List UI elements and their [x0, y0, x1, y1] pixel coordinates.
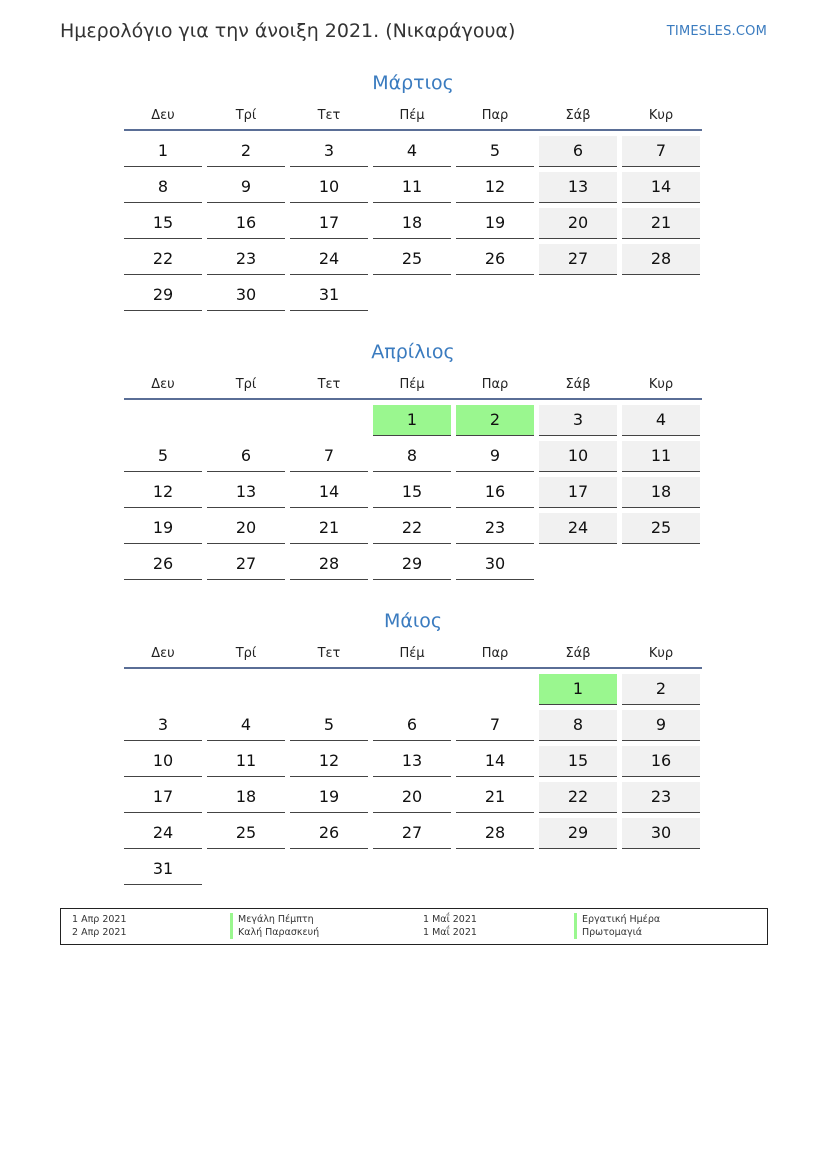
weekday-label: Παρ: [481, 646, 509, 661]
weekend-day-cell[interactable]: 25: [622, 513, 700, 544]
day-cell[interactable]: 2: [207, 136, 285, 167]
day-cell[interactable]: 25: [207, 818, 285, 849]
holiday-legend: [60, 908, 768, 945]
holiday-day-cell[interactable]: 1: [373, 405, 451, 436]
day-cell[interactable]: 17: [290, 208, 368, 239]
legend-holiday-name: Καλή Παρασκευή: [230, 926, 319, 939]
day-cell[interactable]: 23: [456, 513, 534, 544]
day-cell[interactable]: 27: [373, 818, 451, 849]
legend-date: 1 Μαΐ 2021: [423, 914, 477, 925]
day-cell[interactable]: 30: [207, 280, 285, 311]
page-title: Ημερολόγιο για την άνοιξη 2021. (Νικαράγουα): [60, 20, 516, 42]
day-cell[interactable]: 28: [290, 549, 368, 580]
day-cell[interactable]: 11: [373, 172, 451, 203]
day-cell[interactable]: 24: [124, 818, 202, 849]
day-cell[interactable]: 14: [290, 477, 368, 508]
legend-holiday-name: Εργατική Ημέρα: [574, 913, 660, 926]
day-cell[interactable]: 18: [207, 782, 285, 813]
month-name: Μάιος: [383, 610, 443, 632]
weekday-label: Πέμ: [399, 377, 425, 392]
day-cell[interactable]: 16: [207, 208, 285, 239]
day-cell[interactable]: 4: [373, 136, 451, 167]
day-cell[interactable]: 18: [373, 208, 451, 239]
day-cell[interactable]: 28: [456, 818, 534, 849]
weekday-label: Σάβ: [565, 108, 591, 123]
day-cell[interactable]: 6: [373, 710, 451, 741]
weekend-day-cell[interactable]: 3: [539, 405, 617, 436]
day-cell[interactable]: 8: [124, 172, 202, 203]
day-cell[interactable]: 11: [207, 746, 285, 777]
day-cell[interactable]: 26: [290, 818, 368, 849]
weekend-day-cell[interactable]: 29: [539, 818, 617, 849]
day-cell[interactable]: 22: [373, 513, 451, 544]
day-cell[interactable]: 13: [373, 746, 451, 777]
weekend-day-cell[interactable]: 2: [622, 674, 700, 705]
weekday-label: Σάβ: [565, 377, 591, 392]
day-cell[interactable]: 14: [456, 746, 534, 777]
day-cell[interactable]: 5: [124, 441, 202, 472]
day-cell[interactable]: 15: [124, 208, 202, 239]
holiday-day-cell[interactable]: 2: [456, 405, 534, 436]
month-block: [124, 608, 702, 890]
legend-holiday-name: Πρωτομαγιά: [574, 926, 642, 939]
weekday-label: Τετ: [317, 646, 341, 661]
empty-cell: [124, 674, 202, 710]
day-cell[interactable]: 26: [456, 244, 534, 275]
day-cell[interactable]: 12: [456, 172, 534, 203]
day-cell[interactable]: 22: [124, 244, 202, 275]
weekend-day-cell[interactable]: 23: [622, 782, 700, 813]
day-cell[interactable]: 19: [124, 513, 202, 544]
weekday-label: Κυρ: [648, 646, 674, 661]
weekday-label: Δευ: [151, 108, 175, 123]
weekday-header: [124, 644, 702, 669]
weekday-label: Πέμ: [399, 108, 425, 123]
day-cell[interactable]: 13: [207, 477, 285, 508]
day-cell[interactable]: 5: [456, 136, 534, 167]
empty-cell: [373, 674, 451, 710]
weekday-header: [124, 106, 702, 131]
weekend-day-cell[interactable]: 10: [539, 441, 617, 472]
day-cell[interactable]: 9: [207, 172, 285, 203]
day-cell[interactable]: 20: [207, 513, 285, 544]
day-cell[interactable]: 25: [373, 244, 451, 275]
weekend-day-cell[interactable]: 21: [622, 208, 700, 239]
weekend-day-cell[interactable]: 9: [622, 710, 700, 741]
day-cell[interactable]: 12: [124, 477, 202, 508]
weekend-day-cell[interactable]: 14: [622, 172, 700, 203]
day-cell[interactable]: 8: [373, 441, 451, 472]
legend-date: 1 Μαΐ 2021: [423, 927, 477, 938]
empty-cell: [456, 674, 534, 710]
day-cell[interactable]: 19: [456, 208, 534, 239]
day-cell[interactable]: 30: [456, 549, 534, 580]
day-cell[interactable]: 29: [373, 549, 451, 580]
empty-cell: [290, 405, 368, 441]
weekend-day-cell[interactable]: 20: [539, 208, 617, 239]
weekday-label: Τρί: [235, 646, 257, 661]
weekend-day-cell[interactable]: 13: [539, 172, 617, 203]
weekend-day-cell[interactable]: 8: [539, 710, 617, 741]
weekday-label: Πέμ: [399, 646, 425, 661]
weekday-label: Τρί: [235, 108, 257, 123]
weekday-label: Κυρ: [648, 377, 674, 392]
weekday-label: Κυρ: [648, 108, 674, 123]
month-name: Απρίλιος: [371, 341, 455, 363]
weekend-day-cell[interactable]: 7: [622, 136, 700, 167]
day-cell[interactable]: 29: [124, 280, 202, 311]
day-cell[interactable]: 10: [124, 746, 202, 777]
legend-date: 1 Απρ 2021: [72, 914, 127, 925]
day-cell[interactable]: 21: [456, 782, 534, 813]
day-cell[interactable]: 23: [207, 244, 285, 275]
day-cell[interactable]: 4: [207, 710, 285, 741]
day-cell[interactable]: 27: [207, 549, 285, 580]
day-cell[interactable]: 20: [373, 782, 451, 813]
day-cell[interactable]: 19: [290, 782, 368, 813]
empty-cell: [290, 674, 368, 710]
legend-row: [61, 913, 767, 926]
weekend-day-cell[interactable]: 11: [622, 441, 700, 472]
weekend-day-cell[interactable]: 16: [622, 746, 700, 777]
day-cell[interactable]: 3: [124, 710, 202, 741]
day-cell[interactable]: 6: [207, 441, 285, 472]
day-cell[interactable]: 17: [124, 782, 202, 813]
weekend-day-cell[interactable]: 28: [622, 244, 700, 275]
day-cell[interactable]: 7: [290, 441, 368, 472]
weekday-label: Παρ: [481, 377, 509, 392]
day-cell[interactable]: 16: [456, 477, 534, 508]
weekday-label: Παρ: [481, 108, 509, 123]
weekend-day-cell[interactable]: 22: [539, 782, 617, 813]
day-cell[interactable]: 15: [373, 477, 451, 508]
weekend-day-cell[interactable]: 17: [539, 477, 617, 508]
weekend-day-cell[interactable]: 30: [622, 818, 700, 849]
day-grid: [124, 136, 702, 316]
brand-logo[interactable]: TIMESLES.COM: [666, 24, 767, 39]
day-cell[interactable]: 31: [124, 854, 202, 885]
month-block: [124, 339, 702, 585]
empty-cell: [124, 405, 202, 441]
day-cell[interactable]: 31: [290, 280, 368, 311]
day-grid: [124, 405, 702, 585]
weekend-day-cell[interactable]: 18: [622, 477, 700, 508]
weekday-label: Δευ: [151, 377, 175, 392]
weekend-day-cell[interactable]: 27: [539, 244, 617, 275]
day-cell[interactable]: 5: [290, 710, 368, 741]
weekend-day-cell[interactable]: 4: [622, 405, 700, 436]
weekend-day-cell[interactable]: 24: [539, 513, 617, 544]
day-cell[interactable]: 24: [290, 244, 368, 275]
day-grid: [124, 674, 702, 890]
day-cell[interactable]: 21: [290, 513, 368, 544]
day-cell[interactable]: 7: [456, 710, 534, 741]
weekday-label: Τρί: [235, 377, 257, 392]
weekend-day-cell[interactable]: 6: [539, 136, 617, 167]
month-name: Μάρτιος: [372, 72, 454, 94]
day-cell[interactable]: 26: [124, 549, 202, 580]
weekday-label: Σάβ: [565, 646, 591, 661]
empty-cell: [207, 674, 285, 710]
day-cell[interactable]: 1: [124, 136, 202, 167]
holiday-day-cell[interactable]: 1: [539, 674, 617, 705]
weekday-header: [124, 375, 702, 400]
day-cell[interactable]: 9: [456, 441, 534, 472]
day-cell[interactable]: 10: [290, 172, 368, 203]
weekend-day-cell[interactable]: 15: [539, 746, 617, 777]
empty-cell: [207, 405, 285, 441]
legend-date: 2 Απρ 2021: [72, 927, 127, 938]
weekday-label: Τετ: [317, 377, 341, 392]
month-block: [124, 70, 702, 316]
day-cell[interactable]: 3: [290, 136, 368, 167]
weekday-label: Δευ: [151, 646, 175, 661]
legend-row: [61, 926, 767, 939]
legend-holiday-name: Μεγάλη Πέμπτη: [230, 913, 314, 926]
day-cell[interactable]: 12: [290, 746, 368, 777]
weekday-label: Τετ: [317, 108, 341, 123]
